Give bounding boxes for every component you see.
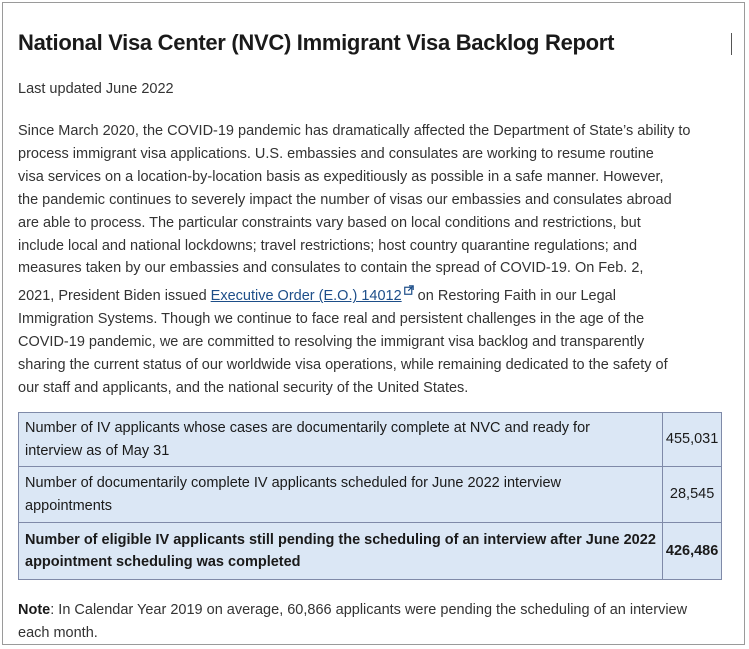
paragraph-line: are able to process. The particular constraints vary based on local conditions and restrictions, but (18, 214, 641, 231)
footnote-line (18, 599, 730, 622)
footnote (18, 599, 730, 645)
row-label-line: Number of eligible IV applicants still pending the scheduling of an interview after June 2022 (25, 531, 656, 548)
row-label-line: appointment scheduling was completed (25, 554, 301, 570)
row-value: 28,545 (662, 467, 721, 523)
last-updated: Last updated June 2022 (18, 81, 174, 97)
external-link-icon[interactable] (404, 280, 414, 303)
scroll-indicator (731, 33, 732, 55)
paragraph-line: include local and national lockdowns; travel restrictions; host country quarantine regulations; and (18, 237, 638, 254)
paragraph-line: sharing the current status of our worldwide visa operations, while remaining dedicated to the safety of (18, 357, 668, 374)
paragraph-line: the pandemic continues to severely impact the number of visas our embassies and consulates abroad (18, 191, 672, 208)
paragraph-text: 2021, President Biden issued (18, 288, 211, 305)
intro-paragraph (18, 120, 730, 400)
table-row (19, 467, 722, 523)
paragraph-line: our staff and applicants, and the national security of the United States. (18, 379, 469, 396)
row-label-line: appointments (25, 497, 113, 514)
paragraph-line: process immigrant visa applications. U.S. embassies and consulates are working to resume routine (18, 145, 654, 162)
page-title: National Visa Center (NVC) Immigrant Visa Backlog Report (18, 30, 615, 55)
row-label (19, 523, 663, 580)
note-text: : In Calendar Year 2019 on average, 60,866 applicants were pending the scheduling of an interview (50, 602, 688, 618)
table-row-total (19, 523, 722, 580)
table-row (19, 413, 722, 467)
backlog-table (18, 412, 722, 580)
row-value: 426,486 (662, 523, 721, 580)
row-value: 455,031 (662, 413, 721, 467)
note-label: Note (18, 602, 51, 618)
row-label (19, 413, 663, 467)
row-label-line: interview as of May 31 (25, 442, 170, 459)
row-label (19, 467, 663, 523)
report-panel (2, 2, 745, 645)
row-label-line: Number of documentarily complete IV applicants scheduled for June 2022 interview (25, 475, 561, 491)
paragraph-line: Immigration Systems. Though we continue to face real and persistent challenges in the age of the (18, 311, 645, 328)
paragraph-line: COVID-19 pandemic, we are committed to resolving the immigrant visa backlog and transparently (18, 334, 645, 351)
paragraph-line: visa services on a location-by-location basis as expeditiously as possible in a safe manner. However, (18, 168, 664, 185)
paragraph-line-with-link (18, 280, 730, 308)
paragraph-text: on Restoring Faith in our Legal (413, 288, 616, 305)
paragraph-line: Since March 2020, the COVID-19 pandemic has dramatically affected the Department of State’s ability to (18, 123, 691, 139)
footnote-line: each month. (18, 625, 98, 641)
paragraph-line: measures taken by our embassies and consulates to contain the spread of COVID-19. On Feb. 2, (18, 260, 644, 277)
row-label-line: Number of IV applicants whose cases are documentarily complete at NVC and ready for (25, 420, 590, 436)
executive-order-link[interactable]: Executive Order (E.O.) 14012 (210, 288, 402, 305)
